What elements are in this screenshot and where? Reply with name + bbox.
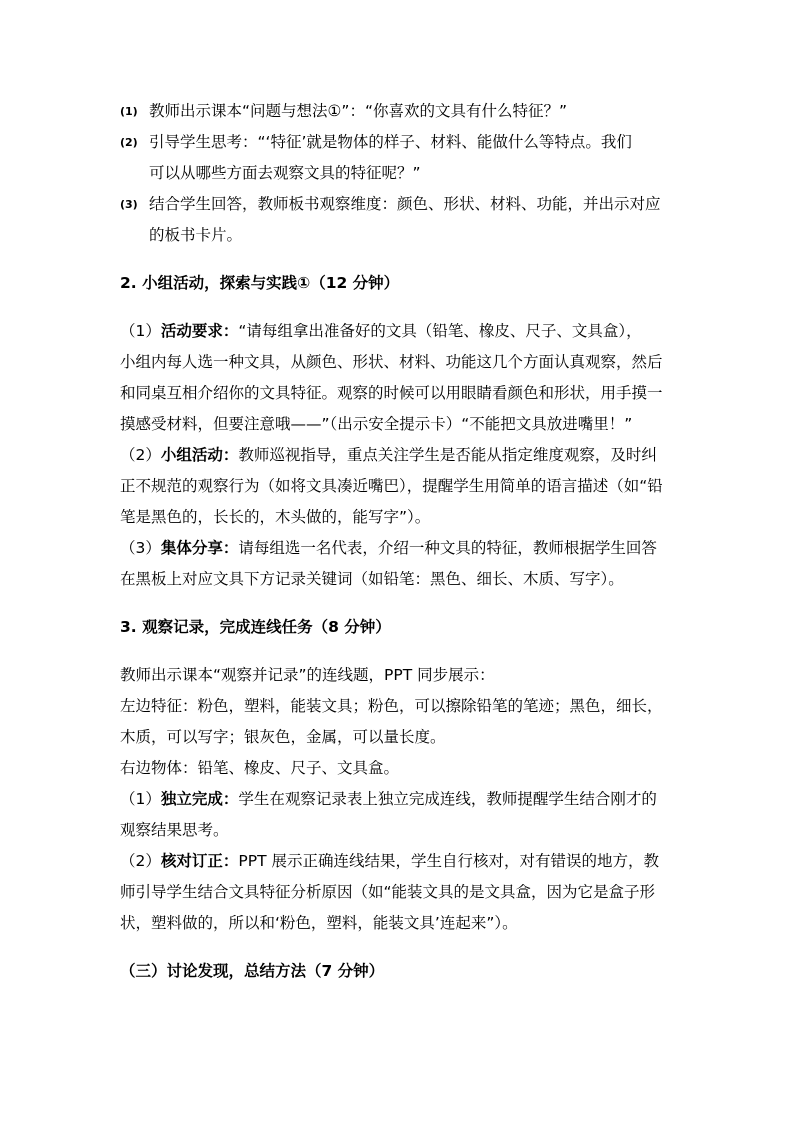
paragraph-label: 小组活动： bbox=[160, 446, 239, 464]
paragraph-text: PPT 展示正确连线结果，学生自行核对，对有错误的地方，教 bbox=[238, 852, 659, 870]
paragraph-line: 笔是黑色的，长长的，木头做的，能写字”）。 bbox=[120, 508, 431, 526]
section-heading: 2. 小组活动，探索与实践①（12 分钟） bbox=[120, 274, 400, 292]
list-marker: (1) bbox=[120, 105, 138, 118]
paragraph-line: 小组内每人选一种文具，从颜色、形状、材料、功能这几个方面认真观察，然后 bbox=[120, 353, 663, 371]
paragraph-line: 左边特征：粉色，塑料，能装文具；粉色，可以擦除铅笔的笔迹；黑色，细长， bbox=[120, 697, 663, 715]
paragraph-line: 和同桌互相介绍你的文具特征。观察的时候可以用眼睛看颜色和形状，用手摸一 bbox=[120, 384, 663, 402]
paragraph-prefix: （2） bbox=[120, 446, 161, 464]
paragraph-label: 集体分享： bbox=[160, 539, 239, 557]
paragraph-line: 木质，可以写字；银灰色，金属，可以量长度。 bbox=[120, 728, 446, 746]
paragraph-label: 核对订正： bbox=[160, 852, 239, 870]
paragraph-text: “请每组拿出准备好的文具（铅笔、橡皮、尺子、文具盒）， bbox=[238, 322, 642, 340]
paragraph-line: 在黑板上对应文具下方记录关键词（如铅笔：黑色、细长、木质、写字）。 bbox=[120, 570, 624, 588]
intro-list bbox=[120, 96, 680, 251]
paragraph bbox=[120, 784, 680, 846]
paragraph-text: 教师巡视指导，重点关注学生是否能从指定维度观察，及时纠 bbox=[238, 446, 657, 464]
section-heading: 3. 观察记录，完成连线任务（8 分钟） bbox=[120, 618, 391, 636]
paragraph-label: 独立完成： bbox=[160, 790, 239, 808]
list-item bbox=[120, 96, 680, 127]
paragraph-line: 正不规范的观察行为（如将文具凑近嘴巴），提醒学生用简单的语言描述（如“铅 bbox=[120, 477, 663, 495]
list-item bbox=[120, 127, 680, 189]
paragraph-prefix: （3） bbox=[120, 539, 161, 557]
document-body bbox=[120, 96, 680, 987]
paragraph bbox=[120, 533, 680, 595]
list-marker: (3) bbox=[120, 198, 138, 211]
section-heading: （三）讨论发现，总结方法（7 分钟） bbox=[120, 962, 385, 980]
paragraph-prefix: （2） bbox=[120, 852, 161, 870]
list-text: 可以从哪些方面去观察文具的特征呢？” bbox=[149, 164, 421, 182]
list-text: 结合学生回答，教师板书观察维度：颜色、形状、材料、功能，并出示对应 bbox=[149, 195, 661, 213]
paragraph-line: 教师出示课本“观察并记录”的连线题，PPT 同步展示： bbox=[120, 666, 495, 684]
paragraph-prefix: （1） bbox=[120, 790, 161, 808]
paragraph-line: 右边物体：铅笔、橡皮、尺子、文具盒。 bbox=[120, 759, 400, 777]
list-text: 的板书卡片。 bbox=[149, 226, 243, 244]
list-text: 教师出示课本“问题与想法①”：“你喜欢的文具有什么特征？” bbox=[149, 102, 568, 120]
list-item bbox=[120, 189, 680, 251]
paragraph-line: 状，塑料做的，所以和‘粉色，塑料，能装文具’连起来”）。 bbox=[120, 914, 518, 932]
paragraph bbox=[120, 440, 680, 533]
paragraph bbox=[120, 846, 680, 939]
paragraph bbox=[120, 316, 680, 440]
paragraph-label: 活动要求： bbox=[160, 322, 239, 340]
paragraph-line: 观察结果思考。 bbox=[120, 821, 229, 839]
list-text: 引导学生思考：“‘特征’就是物体的样子、材料、能做什么等特点。我们 bbox=[149, 133, 632, 151]
paragraph-text: 请每组选一名代表，介绍一种文具的特征，教师根据学生回答 bbox=[238, 539, 657, 557]
paragraph-prefix: （1） bbox=[120, 322, 161, 340]
list-marker: (2) bbox=[120, 136, 138, 149]
paragraph-line: 师引导学生结合文具特征分析原因（如“能装文具的是文具盒，因为它是盒子形 bbox=[120, 883, 656, 901]
paragraph-line: 摸感受材料，但要注意哦——”（出示安全提示卡）“不能把文具放进嘴里！” bbox=[120, 415, 633, 433]
paragraph-text: 学生在观察记录表上独立完成连线，教师提醒学生结合刚才的 bbox=[238, 790, 657, 808]
